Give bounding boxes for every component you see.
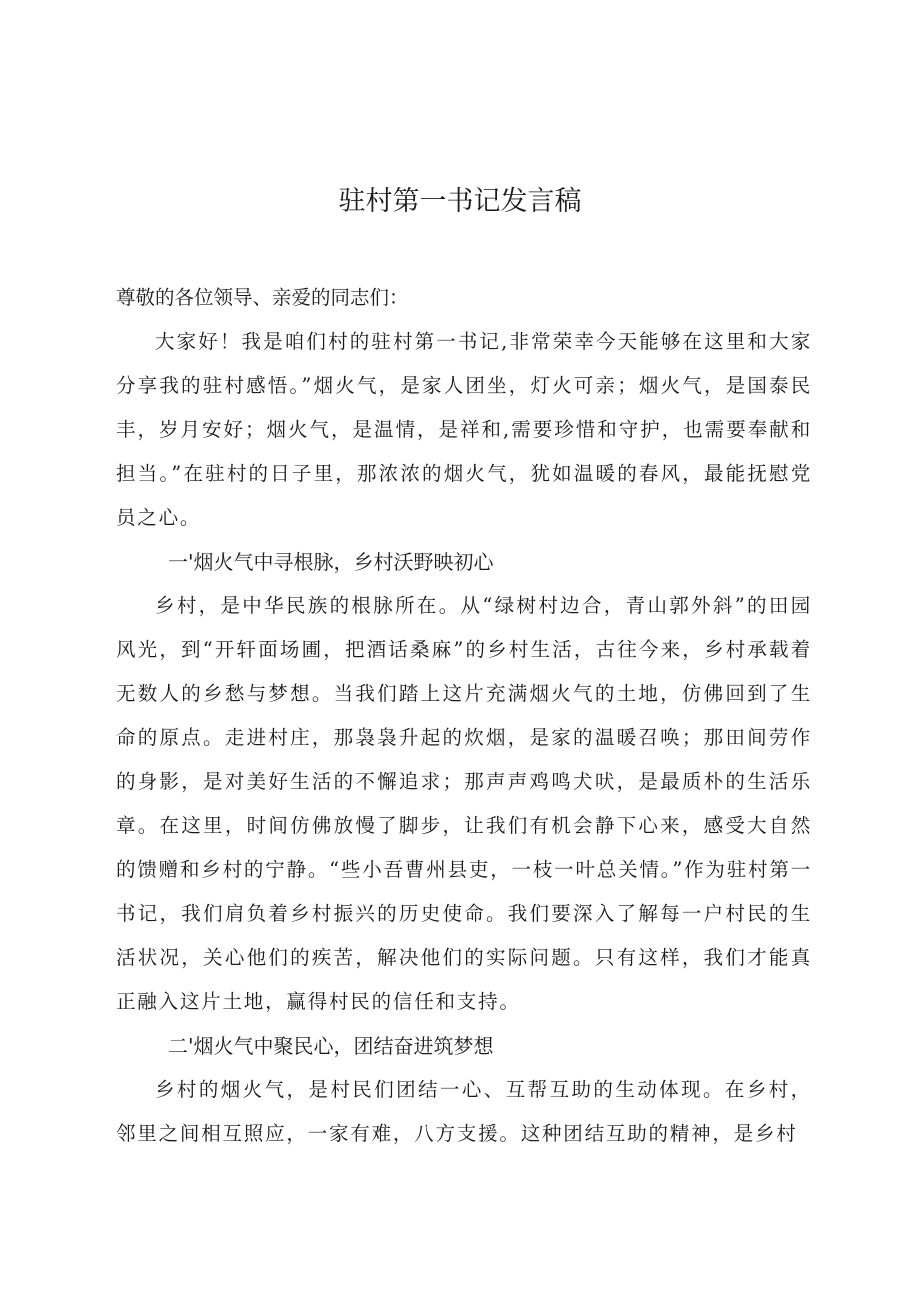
paragraph-section-1: 乡村，是中华民族的根脉所在。从“绿树村边合，青山郭外斜”的田园风光，到“开轩面场圃，把酒话桑麻”的乡村生活，古往今来，乡村承载着无数人的乡愁与梦想。当我们踏上这片充满烟火气的土地，仿佛回到了生命的原点。走进村庄，那袅袅升起的炊烟，是家的温暖召唤；那田间劳作的身影，是对美好生活的不懈追求；那声声鸡鸣犬吠，是最质朴的生活乐章。在这里，时间仿佛放慢了脚步，让我们有机会静下心来，感受大自然的馈赠和乡村的宁静。“些小吾曹州县吏，一枝一叶总关情。”作为驻村第一书记，我们肩负着乡村振兴的历史使命。我们要深入了解每一户村民的生活状况，关心他们的疾苦，解决他们的实际问题。只有这样，我们才能真正融入这片土地，赢得村民的信任和支持。	[116, 594, 812, 1013]
paragraph-section-2: 乡村的烟火气，是村民们团结一心、互帮互助的生动体现。在乡村，邻里之间相互照应，一家有难，八方支援。这种团结互助的精神，是乡村	[116, 1078, 812, 1145]
section-heading-1: 一'烟火气中寻根脉，乡村沃野映初心	[168, 550, 494, 574]
paragraph-intro: 大家好！我是咱们村的驻村第一书记,非常荣幸今天能够在这里和大家分享我的驻村感悟。”烟火气，是家人团坐，灯火可亲；烟火气，是国泰民丰，岁月安好；烟火气，是温情，是祥和,需要珍惜和守护，也需要奉献和担当。”在驻村的日子里，那浓浓的烟火气，犹如温暖的春风，最能抚慰党员之心。	[116, 330, 812, 529]
document-title: 驻村第一书记发言稿	[338, 186, 582, 217]
section-heading-2: 二'烟火气中聚民心，团结奋进筑梦想	[168, 1034, 494, 1058]
salutation: 尊敬的各位领导、亲爱的同志们：	[116, 286, 409, 309]
document-body	[116, 276, 812, 1156]
